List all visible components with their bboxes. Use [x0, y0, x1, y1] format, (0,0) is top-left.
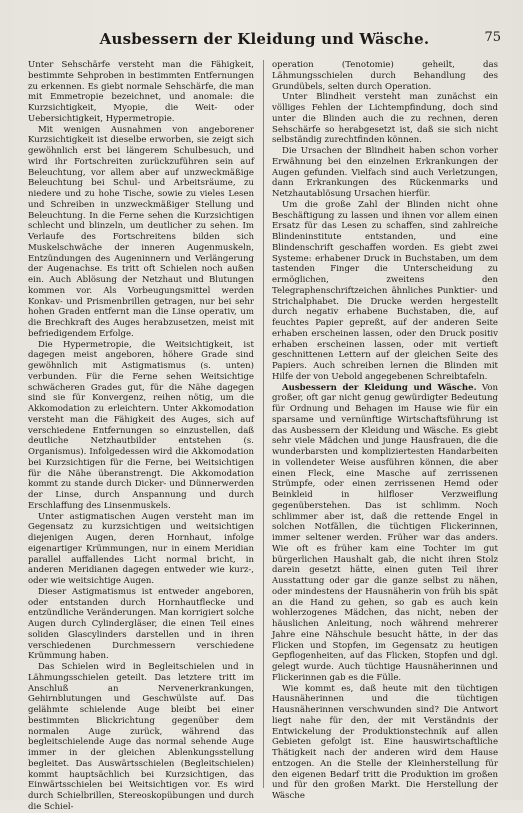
- paragraph-blindenschrift: Um die große Zahl der Blinden nicht ohne Beschäftigung zu lassen und ihnen vor allem einen Ersatz für das Lesen zu schaffen, sind zahlreiche Blindeninstitute entstanden, und eine Blindenschrift geschaffen worden. Es giebt zwei Systeme: erhabener Druck in Buchstaben, um dem tastenden Finger die Unterscheidung zu ermöglichen, zweitens den Telegraphenschriftzeichen ähnliches Punktier- und Strichalphabet. Die Drucke werden hergestellt durch negativ erhabene Buchstaben, die, auf feuchtes Papier gepreßt, auf der anderen Seite erhaben erscheinen lassen, oder den Druck positiv erhaben erscheinen lassen, oder mit vertieft geschnittenen Lettern auf der gleichen Seite des Papiers. Auch schreiben lernen die Blinden mit Hilfe der von Uebold angegebenen Schreibtafeln.: [272, 199, 498, 382]
- left-column: [28, 60, 254, 812]
- page-header: [28, 30, 501, 52]
- paragraph-blindheit: Unter Blindheit versteht man zunächst ein völliges Fehlen der Lichtempfindung, doch sind unter die Blinden auch die zu rechnen, deren Sehschärfe so herabgesetzt ist, daß sie sich nicht selbständig zurechtfinden können.: [272, 92, 498, 146]
- paragraph-ausbessern: [272, 383, 498, 684]
- paragraph-hausnaeherinnen: Wie kommt es, daß heute mit den tüchtigen Hausnäherinnen und die tüchtigen Hausnäherinnen verschwunden sind? Die Antwort liegt nahe für den, der mit Verständnis der Entwickelung der Produktionstechnik auf allen Gebieten gefolgt ist. Eine hauswirtschaftliche Thätigkeit nach der anderen wird dem Hause entzogen. An die Stelle der Kleinherstellung für den eigenen Bedarf tritt die Produktion im großen und für den großen Markt. Die Herstellung der Wäsche: [272, 683, 498, 801]
- paragraph-schielen: Das Schielen wird in Begleitschielen und in Lähmungsschielen geteilt. Das letztere tritt im Anschluß an Nervenerkrankungen, Gehirnblutungen und Geschwülste auf. Das gelähmte schielende Auge bleibt bei einer bestimmten Blickrichtung gegenüber dem normalen Auge zurück, während das begleitschielende Auge das normal sehende Auge immer in der gleichen Ablenkungsstellung begleitet. Das Auswärtsschielen (Begleitschielen) kommt hauptsächlich bei Kurzsichtigen, das Einwärtsschielen bei Weitsichtigen vor. Es wird durch Schielbrillen, Stereoskopübungen und durch die Schiel-: [28, 662, 254, 812]
- text-columns: [28, 60, 501, 812]
- paragraph-astigmatische-augen: Unter astigmatischen Augen versteht man im Gegensatz zu kurzsichtigen und weitsichtigen diejenigen Augen, deren Hornhaut, infolge eigenartiger Krümmungen, nur in einem Meridian parallel auffallendes Licht normal bricht, in anderen Meridianen dagegen entweder wie kurz-, oder wie weitsichtige Augen.: [28, 511, 254, 586]
- paragraph-tenotomie: operation (Tenotomie) geheilt, das Lähmungsschielen durch Behandlung des Grundübels, selten durch Operation.: [272, 60, 498, 92]
- section-heading: Ausbessern der Kleidung und Wäsche.: [282, 382, 477, 393]
- paragraph-sehschaerfe: Unter Sehschärfe versteht man die Fähigkeit, bestimmte Sehproben in bestimmten Entfernungen zu erkennen. Es giebt normale Sehschärfe, die man mit Emmetropie bezeichnet, und anomale: die Kurzsichtigkeit, Myopie, die Weit- oder Uebersichtigkeit, Hypermetropie.: [28, 60, 254, 124]
- paragraph-astigmatismus: Dieser Astigmatismus ist entweder angeboren, oder entstanden durch Hornhautflecke und entzündliche Veränderungen. Man korrigiert solche Augen durch Cylindergläser, die einen Teil eines soliden Glascylinders darstellen und in ihren verschiedenen Durchmessern verschiedene Krümmung haben.: [28, 586, 254, 662]
- running-title: Ausbessern der Kleidung und Wäsche.: [99, 30, 430, 48]
- paragraph-hypermetropie: Die Hypermetropie, die Weitsichtigkeit, ist dagegen meist angeboren, höhere Grade sind gewöhnlich mit Astigmatismus (s. unten) verbunden. Für die Ferne sehen Weitsichtige schwächeren Grades gut, für die Nähe dagegen sind sie für Konvergenz, reihen nötig, um die Akkomodation zu erleichtern. Unter Akkomodation versteht man die Fähigkeit des Auges, sich auf verschiedene Entfernungen so einzustellen, daß deutliche Netzhautbilder entstehen (s. Organismus). Infolgedessen wird die Akkomodation bei Kurzsichtigen für die Ferne, bei Weitsichtigen für die Nähe überanstrengt. Die Akkomodation kommt zu stande durch Dicker- und Dünnerwerden der Linse, durch Anspannung und durch Erschlaffung des Linsenmuskels.: [28, 339, 254, 511]
- column-divider: [263, 60, 264, 788]
- right-column: [272, 60, 499, 801]
- paragraph-ursachen-blindheit: Die Ursachen der Blindheit haben schon vorher Erwähnung bei den einzelnen Erkrankungen der Augen gefunden. Vielfach sind auch Verletzungen, dann Erkrankungen des Rückenmarks und Netzhautablösung Ursachen hierfür.: [272, 146, 498, 199]
- paragraph-ausbessern-text: Von großer, oft gar nicht genug gewürdigter Bedeutung für Ordnung und Behagen im Hause wie für ein sparsame und vernünftige Wirtschaftsführung ist das Ausbessern der Kleidung und Wäsche. Es giebt sehr viele Mädchen und junge Hausfrauen, die die wunderbarsten und kompliziertesten Handarbeiten in vollendeter Weise ausführen können, die aber einen Fleck, eine Masche auf zerrissenen Strümpfe, oder einen zerrissenen Hemd oder Beinkleid in hilfloser Verzweiflung gegenüberstehen. Das ist schlimm. Noch schlimmer aber ist, daß die rettende Engel in solchen Notfällen, die tüchtigen Flickerinnen, immer seltener werden. Früher war das anders. Wie oft es früher kam eine Tochter im gut bürgerlichen Haushalt gab, die nicht ihren Stolz darein gesetzt hätte, einen guten Teil ihrer Ausstattung oder gar die ganze selbst zu nähen, oder mindestens der Hausnäherin von früh bis spät an die Hand zu gehen, so gab es auch kein wohlerzogenes Mädchen, das nicht, neben der häuslichen Anleitung, noch während mehrerer Jahre eine Nähschule besucht hätte, in der das Flicken und Stopfen, im Gegensatz zu heutigen Gepflogenheiten, auf das Flicken, Stopfen und dgl. gelegt wurde. Auch tüchtige Hausnäherinnen und Flickerinnen gab es die Fülle.: [272, 382, 499, 683]
- paragraph-kurzsichtigkeit: Mit wenigen Ausnahmen von angeborener Kurzsichtigkeit ist dieselbe erworben, sie zeigt sich gewöhnlich erst bei längerem Schulbesuch, und wird ihr Fortschreiten zurückzuführen sein auf Beleuchtung, vor allem aber auf unzweckmäßige Beleuchtung bei Schul- und Arbeitsräume, zu niedere und zu hohe Tische, sowie zu vieles Lesen und Schreiben in unzweckmäßiger Stellung und Beleuchtung. In die Ferne sehen die Kurzsichtigen schlecht und blinzeln, um deutlicher zu sehen. Im Verlaufe des Fortschreitens bilden sich Muskelschwäche der inneren Augenmuskeln, Entzündungen des Augeninnern und Verlängerung der Augenachse. Es tritt oft Schielen noch außen ein. Auch Ablösung der Netzhaut und Blutungen kommen vor. Als Vorbeugungsmittel werden Konkav- und Prismenbrillen getragen, nur bei sehr hohen Graden entfernt man die Linse operativ, um die Brechkraft des Auges herabzusetzen, meist mit befriedigendem Erfolge.: [28, 124, 254, 339]
- page-number: 75: [484, 30, 501, 45]
